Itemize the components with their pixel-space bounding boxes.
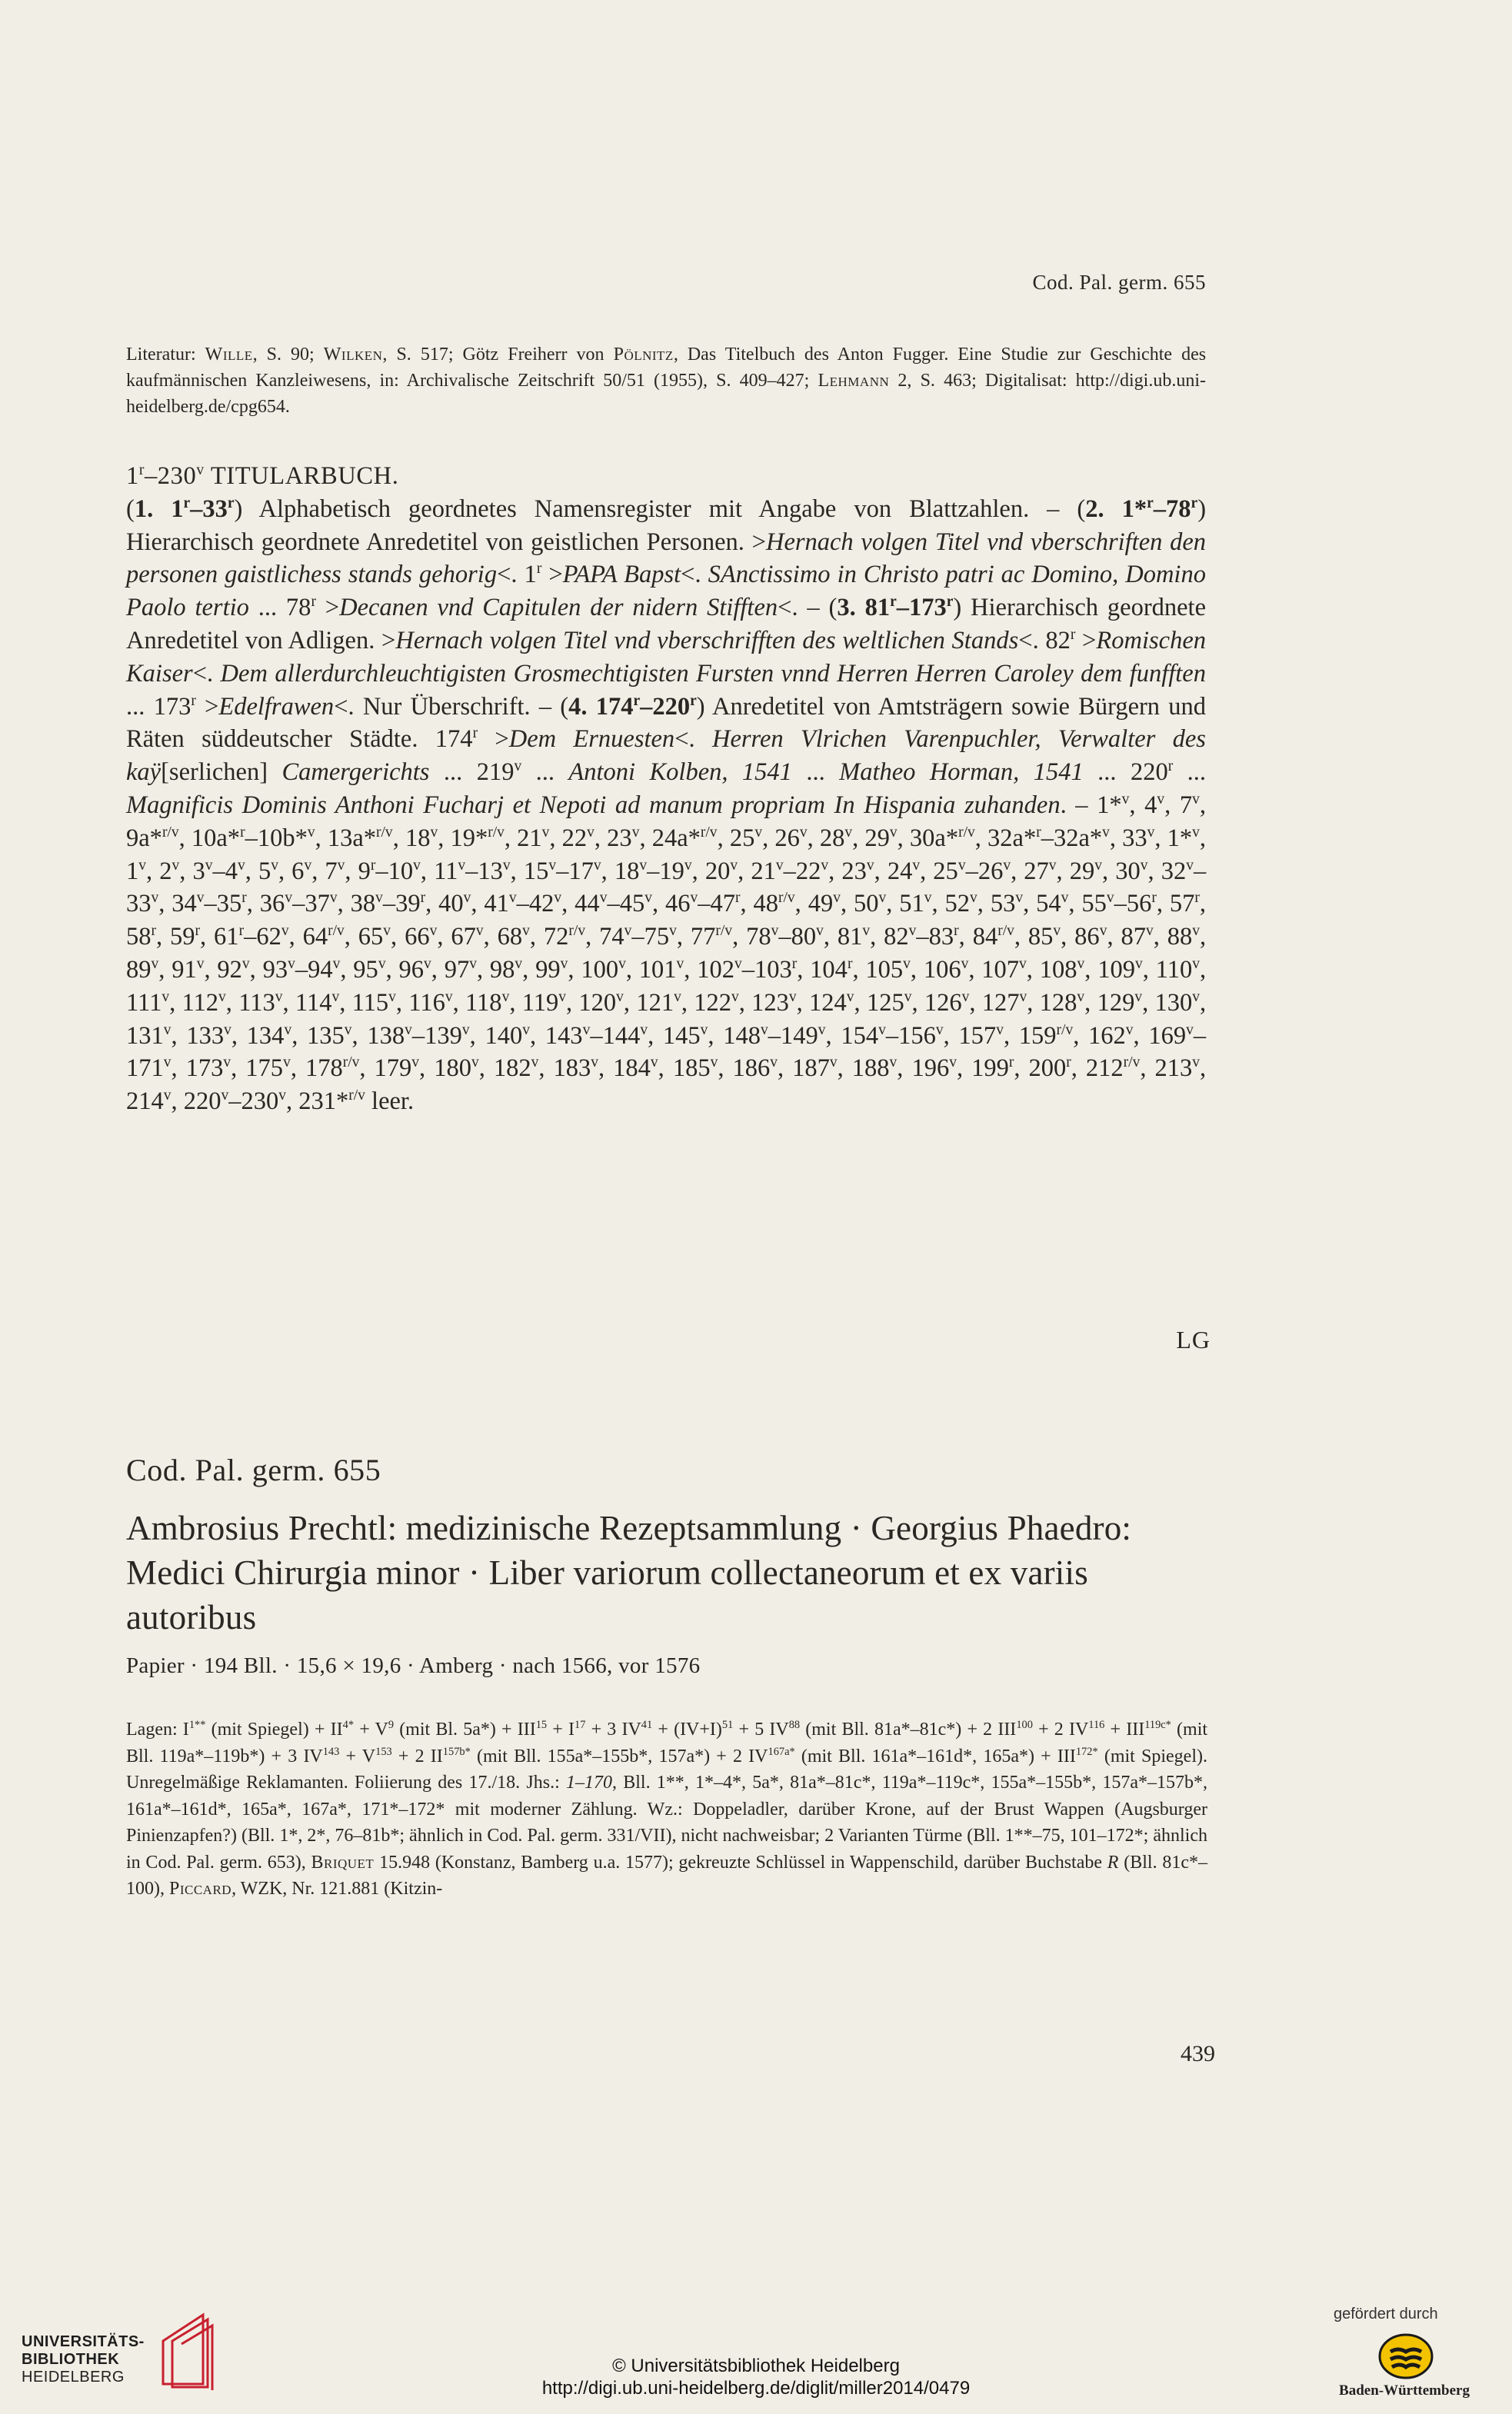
- entry-title: Ambrosius Prechtl: medizinische Rezeptsammlung · Georgius Phaedro: Medici Chirurgia minor · Liber variorum collectaneorum et ex variis autoribus: [126, 1509, 1132, 1637]
- sponsor-block: [1312, 2306, 1497, 2406]
- permalink[interactable]: http://digi.ub.uni-heidelberg.de/diglit/miller2014/0479: [541, 2378, 971, 2399]
- entry-shelfmark: Cod. Pal. germ. 655: [126, 1453, 381, 1487]
- ub-heidelberg-logo[interactable]: UNIVERSITÄTS- BIBLIOTHEK HEIDELBERG: [22, 2310, 245, 2395]
- running-head: Cod. Pal. germ. 655: [1032, 271, 1206, 294]
- copyright-text: © Universitätsbibliothek Heidelberg: [612, 2356, 900, 2376]
- sponsor-label: gefördert durch: [1334, 2306, 1438, 2322]
- collation-block: Lagen: $I^{1**}$ (mit Spiegel) + $II^{4*} + V^9$ (mit Bl. $5a*) + III^{15} + I^{17} + 3$ $IV^{41} + (IV+I)^{51} + 5$ IV$^{88}$ (mit Bll. 81a*–81c*) + 2 $III^{100} + 2$ $IV^{116} + III^{119c*}$ (mit Bll. 119a*–119b*) + 3 $IV^{143} + V^{153} + 2$ $II^{157b*}$ (mit Bll. 155a*–155b*, 157a*) + 2 $IV^{167a*}$ (mit Bll. 161a*–161d*, $165a*) + III^{172*}$ (mit Spiegel). Unregelmäßige Reklamanten. Foliierung des 17./18. Jhs.: 1–170, Bll. 1**, 1*–4*, 5a*, 81a*–81c*, 119a*–119c*, 155a*–155b*, 157a*–157b*, 161a*–161d*, 165a*, 167a*, 171*–172* mit moderner Zählung. Wz.: Doppeladler, darüber Krone, auf der Brust Wappen (Augsburger Pinienzapfen?) (Bll. 1*, 2*, 76–81b*; ähnlich in Cod. Pal. germ. 331/VII), nicht nachweisbar; 2 Varianten Türme (Bll. 1**–75, 101–172*; ähnlich in Cod. Pal. germ. 653), Briquet 15.948 (Konstanz, Bamberg u.a. 1577); gekreuzte Schlüssel in Wappenschild, darüber Buchstabe R (Bll. 81c*–100), Piccard, WZK, Nr. 121.881 (Kitzin-: [126, 1719, 1208, 1899]
- entry-physical-description: Papier · 194 Bll. · 15,6 × 19,6 · Amberg · nach 1566, vor 1576: [126, 1653, 701, 1678]
- baden-wuerttemberg-emblem-icon: [1377, 2332, 1435, 2381]
- page-number: 439: [1181, 2041, 1215, 2066]
- section-heading: 1$^r$–230$^v$ TITULARBUCH.: [126, 462, 399, 490]
- content-description: [126, 460, 1206, 1118]
- literature-block: Literatur: Wille, S. 90; Wilken, S. 517; Götz Freiherr von Pölnitz, Das Titelbuch des Anton Fugger. Eine Studie zur Geschichte des kaufmännischen Kanzleiwesens, in: Archivalische Zeitschrift 50/51 (1955), S. 409–427; Lehmann 2, S. 463; Digitalisat: http://digi.ub.uni-heidelberg.de/cpg654.: [126, 345, 1207, 417]
- section-body: (1. 1$^r$–33$^r$) Alphabetisch geordnetes Namensregister mit Angabe von Blattzahlen. – (2. 1*$^r$–78$^r$) Hierarchisch geordnete Anredetitel von geistlichen Personen. >Hernach volgen Titel vnd vberschriften den personen gaistlichess stands gehorig<. $1^r$ >PAPA Bapst<. SAnctissimo in Christo patri ac Domino, Domino Paolo tertio ... $78^r$ >Decanen vnd Capitulen der nidern Stifften<. – (3. 81$^r$–173$^r$) Hierarchisch geordnete Anredetitel von Adligen. >Hernach volgen Titel vnd vberschrifften des weltlichen Stands<. $82^r$ >Romischen Kaiser<. Dem allerdurchleuchtigisten Grosmechtigisten Fursten vnnd Herren Herren Caroley dem funfften ... $173^r$ >Edelfrawen<. Nur Überschrift. – (4. 174$^r$–220$^r$) Anredetitel von Amtsträgern sowie Bürgern und Räten süddeutscher Städte. $174^r >Dem$ Ernuesten<. Herren Vlrichen Varenpuchler, Verwalter des kaÿ[serlichen] Camergerichts ... 219$^v$ ... Antoni Kolben, 1541 ... Matheo Horman, 1541 ... 220$^r$ ... Magnificis Dominis Anthoni Fucharj et Nepoti ad manum propriam In Hispania zuhanden. – 1*$^v$, 4$^v$, 7$^v$, 9a*$^{r/v}$, 10a*$^r$–10b*$^v$, 13a*$^{r/v}$, 18$^v$, 19*$^{r/v}$, 21$^v$, 22$^v$, 23$^v$, 24a*$^{r/v}$, 25$^v$, 26$^v$, 28$^v$, 29$^v$, 30a*$^{r/v}$, 32a*$^r$–32a*$^v$, 33$^v$, 1*$^v$, 1$^v$, 2$^v$, 3$^v$–4$^v$, 5$^v$, 6$^v$, 7$^v$, 9$^r$–10$^v$, 11$^v$–13$^v$, 15$^v$–17$^v$, 18$^v$–19$^v$, 20$^v$, 21$^v$–22$^v$, 23$^v$, 24$^v$, 25$^v$–26$^v$, 27$^v$, 29$^v$, 30$^v$, 32$^v$–33$^v$, 34$^v$–35$^r$, 36$^v$–37$^v$, 38$^v$–39$^r$, 40$^v$, 41$^v$–42$^v$, 44$^v$–45$^v$, 46$^v$–47$^r$, $48^{r/v}$, 49$^v$, 50$^v$, 51$^v$, 52$^v$, 53$^v$, 54$^v$, 55$^v$–56$^r$, 57$^r$, 58$^r$, 59$^r$, 61$^r$–62$^v$, $64^{r/v}$, 65$^v$, 66$^v$, 67$^v$, 68$^v$, $72^{r/v}$, 74$^v$–75$^v$, $77^{r/v}$, 78$^v$–80$^v$, 81$^v$, 82$^v$–83$^r$, $84^{r/v}$, 85$^v$, 86$^v$, 87$^v$, 88$^v$, 89$^v$, 91$^v$, 92$^v$, 93$^v$–94$^v$, 95$^v$, 96$^v$, 97$^v$, 98$^v$, 99$^v$, 100$^v$, 101$^v$, 102$^v$–103$^r$, 104$^r$, 105$^v$, 106$^v$, 107$^v$, 108$^v$, 109$^v$, 110$^v$, 111$^v$, 112$^v$, 113$^v$, 114$^v$, 115$^v$, 116$^v$, 118$^v$, 119$^v$, 120$^v$, 121$^v$, 122$^v$, 123$^v$, 124$^v$, 125$^v$, 126$^v$, 127$^v$, 128$^v$, 129$^v$, 130$^v$, 131$^v$, 133$^v$, 134$^v$, 135$^v$, 138$^v$–139$^v$, 140$^v$, 143$^v$–144$^v$, 145$^v$, 148$^v$–149$^v$, 154$^v$–156$^v$, 157$^v$, $159^{r/v}$, 162$^v$, 169$^v$–171$^v$, 173$^v$, 175$^v$, $178^{r/v}$, 179$^v$, 180$^v$, 182$^v$, 183$^v$, 184$^v$, 185$^v$, 186$^v$, 187$^v$, 188$^v$, 196$^v$, 199$^r$, 200$^r$, $212^{r/v}$, 213$^v$, 214$^v$, 220$^v$–230$^v$, 231*$^{r/v}$ leer.: [126, 494, 1207, 1116]
- sponsor-name: Baden-Württemberg: [1339, 2382, 1470, 2399]
- copyright-footer: [0, 2355, 1512, 2399]
- author-signature: LG: [1176, 1326, 1211, 1354]
